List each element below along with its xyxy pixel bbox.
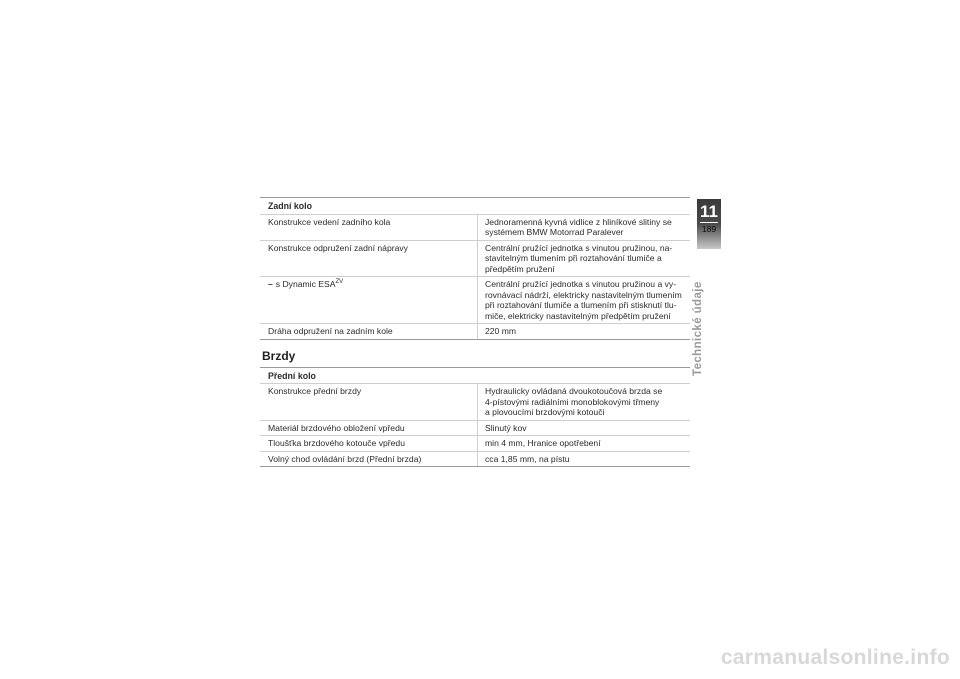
row-label: Dráha odpružení na zadním kole (260, 324, 478, 340)
chapter-number: 11 (700, 202, 718, 221)
front-wheel-brake-table (260, 367, 690, 468)
chapter-tab (697, 199, 721, 249)
rear-wheel-table (260, 197, 690, 340)
row-label: Materiál brzdového obložení vpředu (260, 420, 478, 436)
row-label: – s Dynamic $ESA^{ZV}$ (260, 277, 478, 324)
table-row (260, 277, 690, 324)
front-wheel-heading: Přední kolo (260, 367, 690, 384)
row-value: Hydraulicky ovládaná dvoukotoučová brzda se 4-pístovými radiálními monoblokovými třmeny a plovoucími brzdovými kotouči (478, 384, 691, 421)
row-value: Slinutý kov (478, 420, 691, 436)
row-label: Konstrukce odpružení zadní nápravy (260, 240, 478, 277)
dash-marker: – (268, 279, 273, 289)
section-title-brakes: Brzdy (262, 348, 296, 363)
table-row (260, 451, 690, 467)
spec-content (260, 197, 690, 467)
rear-wheel-heading: Zadní kolo (260, 198, 690, 215)
table-row (260, 324, 690, 340)
row-value: cca 1,85 mm, na pístu (478, 451, 691, 467)
row-value: min 4 mm, Hranice opotřebení (478, 436, 691, 452)
row-label: Konstrukce vedení zadního kola (260, 214, 478, 240)
watermark: carmanualsonline.info (720, 646, 950, 669)
row-value: Centrální pružící jednotka s vinutou pružinou a vy- rovnávací nádrží, elektricky nastavitelným tlumením při roztahování tlumiče a tlumením při stisknutí tlu- miče, elektricky nastavitelným předpětím pružení (478, 277, 691, 324)
row-value: Jednoramenná kyvná vidlice z hliníkové slitiny se systémem BMW Motorrad Paralever (478, 214, 691, 240)
row-label: Volný chod ovládání brzd (Přední brzda) (260, 451, 478, 467)
table-row (260, 240, 690, 277)
table-row (260, 384, 690, 421)
row-label: Konstrukce přední brzdy (260, 384, 478, 421)
chapter-title: Technické údaje (692, 281, 704, 376)
table-row (260, 420, 690, 436)
option-superscript: ZV (335, 279, 344, 286)
row-value: 220 mm (478, 324, 691, 340)
page-number: 189 (701, 224, 717, 234)
row-label: Tloušťka brzdového kotouče vpředu (260, 436, 478, 452)
row-value: Centrální pružící jednotka s vinutou pružinou, na- stavitelným tlumením při roztahování tlumiče a předpětím pružení (478, 240, 691, 277)
table-row (260, 214, 690, 240)
table-row (260, 436, 690, 452)
